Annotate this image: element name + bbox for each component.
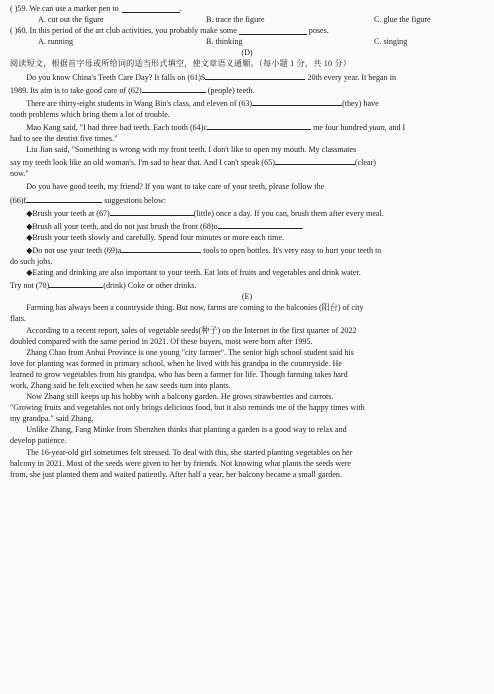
paragraph: Unlike Zhang, Fang Minke from Shenzhen thinks that planting a garden is a good way to relax and (26, 425, 347, 435)
paragraph: According to a recent report, sales of vegetable seeds(种子) on the Internet in the first quarter of 2022 (26, 325, 357, 335)
paragraph: balcony in 2021. Most of the seeds were given to her by friends. Not knowing what plants the seeds were (10, 458, 351, 468)
blank-67[interactable] (110, 206, 194, 216)
q60-options (10, 36, 484, 47)
paragraph: The 16-year-old girl sometimes felt stressed. To deal with this, she started planting vegetables on her (26, 447, 353, 457)
section-d-instruction: 阅读短文，根据首字母或所给词的适当形式填空，使文章语义通顺。（每小题 1 分，共 10 分） (10, 59, 352, 69)
list-item: ◆Eating and drinking are also important to your teeth. Eat lots of fruits and vegetables and drink water. (26, 268, 361, 278)
blank-66[interactable] (26, 193, 102, 203)
paragraph: Liu Jian said, "Something is wrong with my front teeth. I don't like to open my mouth. My classmates (26, 145, 357, 155)
paragraph: Do you know China's Teeth Care Day? It falls on (61)S 20th every year. It began in (10, 70, 484, 83)
paragraph: my grandpa." said Zhang. (10, 414, 94, 424)
q60-option-b[interactable]: B. thinking (206, 37, 243, 47)
section-d-label: (D) (241, 48, 253, 58)
list-item: ◆Brush your teeth at (67) (little) once a day. If you can, brush them after every meal. (10, 206, 484, 219)
blank-64[interactable] (207, 120, 311, 130)
question-60 (10, 25, 484, 36)
paragraph: love for planting was formed in primary school, when he lived with his grandpa in the countryside. He (10, 358, 342, 368)
blank-65[interactable] (275, 155, 355, 165)
paragraph: say my teeth look like an old woman's. I'm sad to hear that. And I can't speak (65) (clear) (10, 155, 484, 168)
paragraph: Try not (70) (drink) Coke or other drinks. (10, 278, 484, 291)
paragraph: There are thirty-eight students in Wang Bin's class, and eleven of (63) (they) have (10, 96, 484, 109)
paragraph: learned to grow vegetables from his grandpa, who has been a farmer for life. Though farming takes hard (10, 369, 348, 379)
section-e-label: (E) (241, 292, 253, 302)
q59-options (10, 14, 484, 25)
paragraph: had to see the dentist five times." (10, 134, 118, 144)
paragraph: tooth problems which bring them a lot of trouble. (10, 109, 170, 119)
q59-stem: ( )59. We can use a marker pen to (10, 4, 119, 13)
paragraph: Farming has always been a countryside thing. But now, farms are coming to the balconies (阳台) of city (26, 303, 364, 313)
paragraph: doubled compared with the same period in 2021. Of these buyers, most were born after 1995. (10, 336, 313, 346)
paragraph: Do you have good teeth, my friend? If you want to take care of your teeth, please follow the (26, 182, 325, 192)
q59-option-a[interactable]: A. cut out the figure (38, 15, 104, 25)
paragraph: flats. (10, 314, 26, 324)
paragraph: "Growing fruits and vegetables not only brings delicious food, but it also reminds me of the happy times with (10, 403, 365, 413)
q60-option-a[interactable]: A. running (38, 37, 74, 47)
paragraph: now." (10, 169, 29, 179)
paragraph: Now Zhang still keeps up his hobby with a balcony garden. He grows strawberries and carrots. (26, 392, 334, 402)
blank-63[interactable] (252, 96, 342, 106)
paragraph: Mao Kang said, "I had three bad teeth. Each tooth (64)c me four hundred yuan, and I (10, 120, 484, 133)
paragraph: do such jobs. (10, 256, 53, 266)
paragraph: 1989. Its aim is to take good care of (62) (people) teeth. (10, 83, 484, 96)
q60-stem: ( )60. In this period of the art club activities, you probably make some (10, 26, 237, 36)
paragraph: work, Zhang said he felt excited when he saw seeds turn into plants. (10, 381, 231, 390)
list-item: ◆Do not use your teeth (69)a tools to open bottles. It's very easy to hurt your teeth to (10, 243, 484, 256)
paragraph: from, she just planted them and waited patiently. After half a year, her balcony became a small garden. (10, 469, 342, 479)
q60-answer-blank[interactable] (239, 25, 307, 35)
blank-69[interactable] (121, 243, 201, 253)
q59-stem-end: . (179, 4, 182, 13)
q60-option-c[interactable]: C. singing (374, 37, 408, 47)
blank-62[interactable] (142, 83, 206, 93)
blank-68[interactable] (218, 219, 302, 229)
question-59 (10, 3, 484, 14)
paragraph: Zhang Chao from Anhui Province is one young "city farmer". The senior high school student said his (26, 347, 354, 357)
q60-stem-end: poses. (308, 26, 329, 36)
list-item: ◆Brush all your teeth, and do not just brush the front (68)o . (10, 219, 484, 232)
q59-option-b[interactable]: B. trace the figure (206, 15, 265, 25)
blank-70[interactable] (49, 278, 103, 288)
q59-option-c[interactable]: C. glue the figure (374, 15, 431, 25)
q59-answer-blank[interactable] (122, 3, 180, 13)
paragraph: (66)f suggestions below: (10, 193, 484, 206)
list-item: ◆Brush your teeth slowly and carefully. Spend four minutes or more each time. (26, 232, 285, 242)
paragraph: develop patience. (10, 436, 67, 446)
blank-61[interactable] (205, 70, 305, 80)
